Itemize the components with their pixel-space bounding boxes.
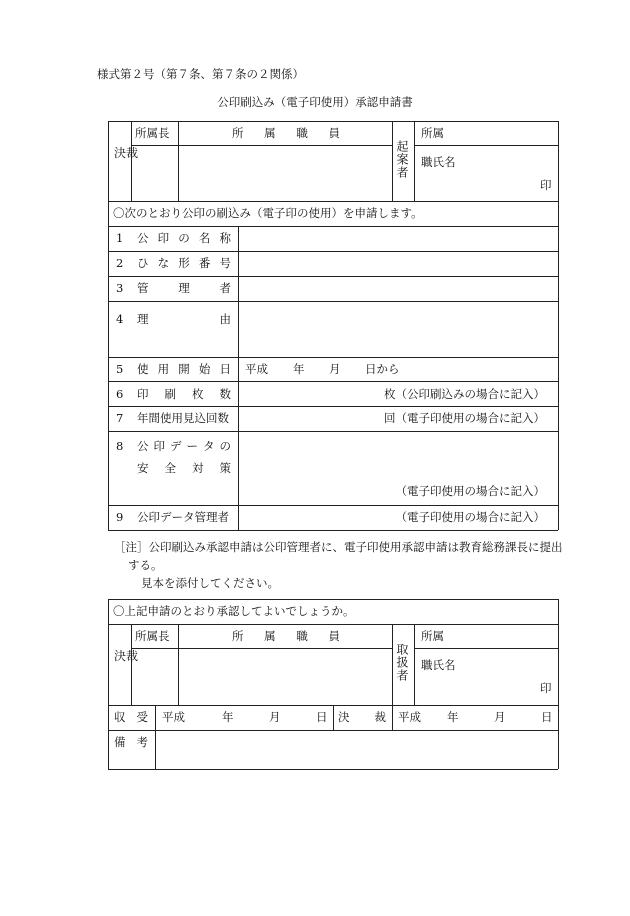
kessai-label: 決裁 [114, 146, 139, 160]
item-label-hinagata-bango: ひ な 形 番 号 [137, 256, 231, 270]
item-number: 9 [116, 510, 124, 524]
receipt-era: 平成 [162, 710, 185, 724]
item-label-shiyo-kaishibi: 使 用 開 始 日 [137, 362, 231, 376]
item-label-insatsu-maisu: 印 刷 枚 数 [137, 387, 231, 401]
shokushimei-label-2: 職氏名 [421, 658, 456, 672]
kessai-month: 月 [494, 710, 506, 724]
start-date-era: 平成 [245, 362, 268, 376]
kessai-year: 年 [447, 710, 459, 724]
shozoku-shokuin-label-2: 所 属 職 員 [232, 629, 340, 643]
kessai-day: 日 [541, 710, 553, 724]
note-line-1: ［注］公印刷込み承認申請は公印管理者に、電子印使用承認申請は教育総務課長に提出 [114, 540, 563, 554]
receipt-year: 年 [222, 710, 234, 724]
item-label-riyu: 理 由 [137, 312, 231, 326]
receipt-day: 日 [316, 710, 328, 724]
item-value-nenkan-shiyo: 回（電子印使用の場合に記入） [384, 411, 545, 425]
item-label-data-kanrisha: 公印データ管理者 [137, 510, 229, 524]
start-date-month: 月 [329, 362, 341, 376]
start-date-year: 年 [293, 362, 305, 376]
shozokucho-label-2: 所属長 [135, 629, 170, 643]
item-number: 2 [116, 256, 124, 270]
shozoku-shokuin-label: 所 属 職 員 [232, 126, 340, 140]
form-number: 様式第２号（第７条、第７条の２関係） [97, 67, 304, 81]
biko-label: 備 考 [114, 735, 148, 749]
shozoku-label: 所属 [421, 126, 444, 140]
note-line-3: 見本を添付してください。 [141, 576, 279, 590]
toriatsukaisha-label: 取扱者 [395, 643, 409, 682]
item-number: 8 [116, 439, 124, 453]
item-value-insatsu-maisu: 枚（公印刷込みの場合に記入） [384, 387, 545, 401]
shozoku-label-2: 所属 [421, 629, 444, 643]
item-number: 3 [116, 281, 124, 295]
kessai-era: 平成 [398, 710, 421, 724]
receipt-month: 月 [269, 710, 281, 724]
seal-mark-2: 印 [540, 681, 552, 695]
item-label-kanrisha: 管 理 者 [137, 281, 231, 295]
item-value-data-kanrisha: （電子印使用の場合に記入） [395, 510, 545, 524]
note-line-2: する。 [128, 558, 163, 572]
kessai-label-2: 決裁 [114, 649, 139, 663]
item-label-nenkan-shiyo: 年間使用見込回数 [137, 411, 229, 425]
shokushimei-label: 職氏名 [421, 155, 456, 169]
approval-question: 〇上記申請のとおり承認してよいでしょうか。 [113, 604, 355, 618]
kianja-label: 起案者 [395, 140, 409, 179]
item-number: 7 [116, 411, 124, 425]
juju-label: 収 受 [114, 710, 148, 724]
item-number: 5 [116, 362, 124, 376]
item-label-koin-data: 公 印 デ ー タ の [137, 439, 231, 453]
intro-text: 〇次のとおり公印の刷込み（電子印の使用）を申請します。 [113, 206, 423, 220]
item-number: 4 [116, 312, 124, 326]
kessai-date-label: 決 裁 [338, 710, 386, 724]
item-label-koin-meisho: 公 印 の 名 称 [137, 231, 231, 245]
item-number: 1 [116, 231, 124, 245]
form-title: 公印刷込み（電子印使用）承認申請書 [217, 95, 413, 109]
seal-mark: 印 [540, 178, 552, 192]
item-value-koin-data: （電子印使用の場合に記入） [395, 484, 545, 498]
start-date-day: 日から [365, 362, 400, 376]
item-label-anzen-taisaku: 安 全 対 策 [137, 461, 231, 475]
item-number: 6 [116, 387, 124, 401]
shozokucho-label: 所属長 [135, 126, 170, 140]
